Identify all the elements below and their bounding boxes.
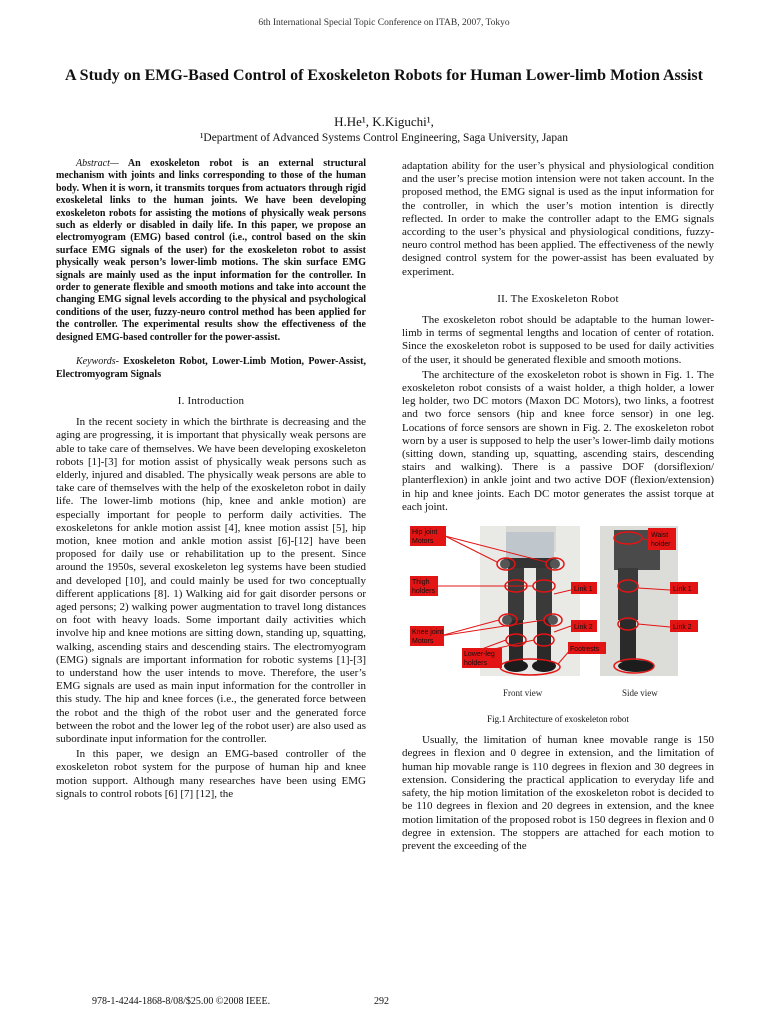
exo-paragraph-1: The exoskeleton robot should be adaptable to the human lower-limb in terms of segmental lengths and location of center of rotation. Since the exoskeleton robot is supposed to be used for daily activities of the user, it should be generated flexible and smooth motions.: [402, 314, 714, 366]
side-view-label: Side view: [622, 688, 658, 699]
side-thigh: [618, 568, 638, 620]
figure-exoskeleton: [408, 524, 708, 709]
abstract-lead: Abstract—: [76, 158, 119, 169]
label-knee-joint-2: Motors: [412, 638, 434, 646]
right-paragraph-0: adaptation ability for the user’s physical and physiological condition and the user’s precise motion intension were not taken account. In the proposed method, the EMG signal is used as the input information for the controller, in which the user’s motion intention is directly reflected. In order to make the controller adapt to the EMG signals according to the user’s physical and physiological conditions, fuzzy-neuro control method has been applied. The effectiveness of the newly designed control system for the power-assist has been evaluated by experiment.: [402, 160, 714, 278]
front-view-label: Front view: [503, 688, 543, 699]
keywords: [56, 356, 366, 381]
label-lower-leg-2: holders: [464, 660, 487, 668]
page-number: 292: [374, 996, 389, 1007]
exo-paragraph-3: Usually, the limitation of human knee movable range is 150 degrees in flexion and 0 degree in extension, and the limitation of human hip movable range is 110 degrees in flexion and 30 degrees in extension. Considering the practical application to everyday life and safety, the hip motion limitation of the exoskeleton robot is decided to be 110 degrees in flexion and 20 degrees in extension, and the knee motion limitation of the proposed robot is 150 degrees in flexion and 0 degree in extension. The stoppers are attached for each motion to prevent the exceeding of the: [402, 734, 714, 852]
exo-paragraph-2: The architecture of the exoskeleton robot is shown in Fig. 1. The exoskeleton robot consists of a waist holder, a thigh holder, a lower leg holder, two DC motors (Maxon DC Motors), two links, a footrest and two force sensors (hip and knee force sensor) in one leg. Locations of force sensors are shown in Fig. 2. The exoskeleton robot worn by a user is supposed to help the user’s lower-limb daily motions (sitting down, standing up, squatting, ascending stairs, descending stairs and walking). There is a passive DOF (dorsiflexion/ planterflexion) in ankle joint and two active DOF (flexion/extension) in hip and knee joints. Each DC motor generates the assist torque at each joint.: [402, 368, 714, 513]
label-hip-joint-1: Hip joint: [412, 529, 438, 537]
label-link2-side: Link 2: [673, 624, 692, 632]
intro-paragraph-1: In the recent society in which the birthrate is decreasing and the aging are progressing, it is important that physically weak persons are able to take care of themselves. We have been developing exoskeleton robots [1]-[3] for motion assist of physically weak persons such as elderly, injured and disabled. The physically weak persons are able to take care of themselves with the help of the exoskeleton robot in daily life. The lower-limb motions (hip, knee and ankle motion) are especially important for people to perform daily activities. The exoskeletons for ankle motion assist [4], knee motion assist [5], hip motion, knee motion and ankle motion assist [6]-[12] have been proposed for daily use or rehabilitation up to the present. Since around the 1950s, several exoskeleton leg systems have been studied and developed [10], and could mainly be used for two conceptually different applications [8]. 1) Walking aid for gait disorder persons or aged persons; 2) walking power augmentation to travel long distances on foot with heavy loads. Some important daily activities which involve hip and knee motions are sitting down, standing up, squatting, walking, ascending stairs and descending stairs. The electromyogram (EMG) signals are important information for robotic systems [1]-[3] to understand how the user intends to move. Therefore, the user’s EMG signals are used as main input information for the controller in this study. The hip and knee forces (i.e., the generated force between the robot and the thigh of the robot user and the generated force between the robot and the lower leg of the robot user) are also used as subordinate input information for the controller.: [56, 416, 366, 745]
exoskeleton-photo: [408, 524, 708, 709]
paper-title: A Study on EMG-Based Control of Exoskeleton Robots for Human Lower-limb Motion Assist: [65, 67, 703, 84]
label-lower-leg-1: Lower-leg: [464, 651, 495, 659]
paper-authors: H.He¹, K.Kiguchi¹,: [334, 114, 434, 129]
label-thigh-1: Thigh: [412, 579, 430, 587]
keywords-lead: Keywords-: [76, 356, 119, 368]
label-link1-side: Link 1: [673, 586, 692, 594]
label-knee-joint-1: Knee joint: [412, 629, 444, 637]
section-heading-introduction: I. Introduction: [177, 394, 245, 407]
front-left-thigh: [508, 568, 524, 620]
label-waist-1: Waist: [651, 532, 669, 540]
left-column: [56, 158, 366, 803]
keywords-text: Exoskeleton Robot, Lower-Limb Motion, Power-Assist, Electromyogram Signals: [56, 356, 366, 380]
footer-isbn: 978-1-4244-1868-8/08/$25.00 ©2008 IEEE.: [92, 996, 271, 1007]
label-link2-front: Link 2: [574, 624, 593, 632]
intro-paragraph-2: In this paper, we design an EMG-based controller of the exoskeleton robot system for the purpose of human hip and knee motion support. Although many researches have been using EMG signals to control robots [6] [7] [12], the: [56, 748, 366, 800]
label-hip-joint-2: Motors: [412, 538, 434, 546]
abstract-text: An exoskeleton robot is an external structural mechanism with joints and links corresponding to those of the human body. When it is worn, it transmits torques from actuators through rigid exoskeletal links to the human joints. We have been developing exoskeleton robots for assisting the motions of physically weak persons such as elderly or disabled in daily life. In this paper, we propose an electromyogram (EMG) based control (i.e., control based on the skin surface EMG signals of the user) for the exoskeleton robot to assist physically weak person’s lower-limb motions. The skin surface EMG signals are mainly used as the input information for the controller. In order to generate flexible and smooth motions and take into account the changing EMG signal levels according to the physical and psychological conditions of the user, fuzzy-neuro control method has been applied for the controller. The experimental results show the effectiveness of the designed EMG-based controller for the power-assist.: [56, 158, 366, 343]
front-right-thigh: [536, 568, 552, 620]
paper-affiliation: ¹Department of Advanced Systems Control Engineering, Saga University, Japan: [199, 132, 569, 144]
figure-caption: Fig.1 Architecture of exoskeleton robot: [487, 714, 629, 725]
section-heading-exoskeleton: II. The Exoskeleton Robot: [497, 292, 619, 305]
right-column: [402, 160, 714, 855]
label-footrests: Footrests: [570, 646, 600, 654]
front-right-shin: [537, 620, 551, 662]
abstract: [56, 158, 366, 344]
label-thigh-2: holders: [412, 588, 435, 596]
side-shin: [620, 620, 636, 662]
label-waist-2: holder: [651, 541, 671, 549]
label-link1-front: Link 1: [574, 586, 593, 594]
conference-header: 6th International Special Topic Conference on ITAB, 2007, Tokyo: [258, 18, 510, 28]
